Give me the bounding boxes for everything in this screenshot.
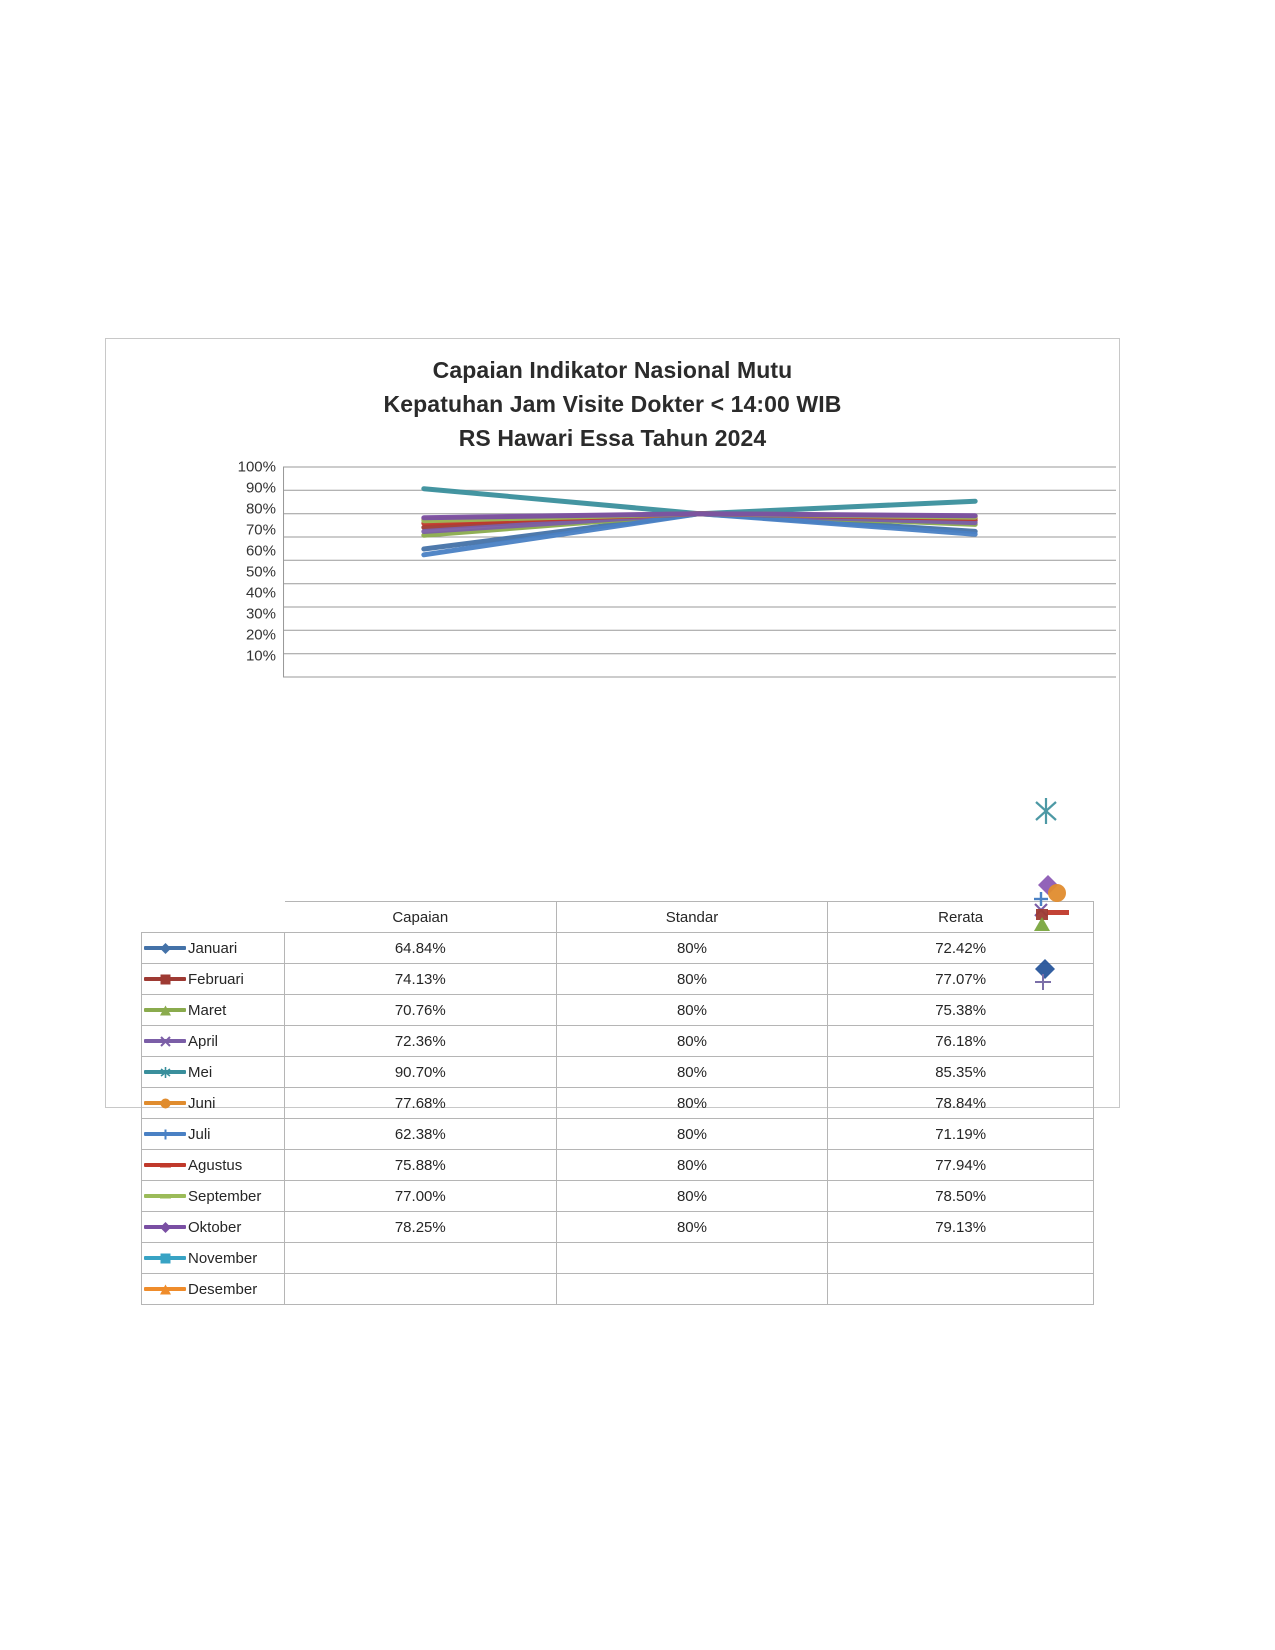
legend-entry-juli [142, 1119, 285, 1150]
header-capaian: Capaian [284, 902, 556, 933]
legend-entry-maret [142, 995, 285, 1026]
y-tick-50: 50% [245, 563, 276, 581]
table-row [142, 1057, 1094, 1088]
cell-standar: 80% [556, 1026, 828, 1057]
cell-capaian [284, 1243, 556, 1274]
cell-rerata: 79.13% [828, 1212, 1094, 1243]
cell-standar [556, 1243, 828, 1274]
cell-capaian: 75.88% [284, 1150, 556, 1181]
cell-rerata: 85.35% [828, 1057, 1094, 1088]
cell-rerata: 72.42% [828, 933, 1094, 964]
header-rerata: Rerata [828, 902, 1094, 933]
page-title [106, 339, 1119, 455]
cell-capaian: 90.70% [284, 1057, 556, 1088]
cell-standar: 80% [556, 1088, 828, 1119]
cell-standar: 80% [556, 1057, 828, 1088]
table-row [142, 1150, 1094, 1181]
y-axis [214, 458, 276, 681]
legend-marker-icon [142, 1218, 188, 1236]
cell-rerata: 78.84% [828, 1088, 1094, 1119]
y-tick-60: 60% [245, 542, 276, 560]
data-table [141, 901, 1094, 1305]
cell-rerata: 77.94% [828, 1150, 1094, 1181]
cell-rerata: 75.38% [828, 995, 1094, 1026]
legend-entry-juni [142, 1088, 285, 1119]
legend-marker-icon [142, 970, 188, 988]
cell-capaian: 72.36% [284, 1026, 556, 1057]
title-line-1: Capaian Indikator Nasional Mutu [432, 357, 793, 383]
cell-capaian: 62.38% [284, 1119, 556, 1150]
legend-label: Oktober [188, 1218, 242, 1236]
stray-marker-star [1026, 791, 1066, 831]
legend-marker-icon [142, 1125, 188, 1143]
legend-marker-icon [142, 1249, 188, 1267]
legend-label: Februari [188, 970, 244, 988]
legend-entry-november [142, 1243, 285, 1274]
legend-label: Agustus [188, 1156, 243, 1174]
header-legend [142, 902, 285, 933]
y-tick-10: 10% [245, 647, 276, 665]
cell-capaian: 77.68% [284, 1088, 556, 1119]
legend-entry-mei [142, 1057, 285, 1088]
cell-capaian: 64.84% [284, 933, 556, 964]
plot-area [106, 458, 1119, 681]
cell-standar [556, 1274, 828, 1305]
cell-capaian: 74.13% [284, 964, 556, 995]
chart-card [105, 338, 1120, 1298]
cell-standar: 80% [556, 1119, 828, 1150]
cell-capaian: 77.00% [284, 1181, 556, 1212]
title-line-2: Kepatuhan Jam Visite Dokter < 14:00 WIB [383, 391, 842, 418]
legend-entry-desember [142, 1274, 285, 1305]
legend-label: September [188, 1187, 262, 1205]
legend-marker-icon [142, 1280, 188, 1298]
legend-label: Mei [188, 1063, 213, 1081]
legend-marker-icon [142, 1032, 188, 1050]
legend-marker-icon [142, 1063, 188, 1081]
legend-marker-icon [142, 939, 188, 957]
table-row [142, 1026, 1094, 1057]
cell-rerata: 78.50% [828, 1181, 1094, 1212]
table-row [142, 933, 1094, 964]
legend-marker-icon [142, 1156, 188, 1174]
table-body [142, 933, 1094, 1305]
legend-entry-september [142, 1181, 285, 1212]
cell-standar: 80% [556, 1212, 828, 1243]
legend-label: Desember [188, 1280, 258, 1298]
line-chart-canvas [283, 463, 1116, 681]
table-row [142, 1212, 1094, 1243]
y-tick-40: 40% [245, 584, 276, 602]
table-row [142, 1088, 1094, 1119]
table-header-row [142, 902, 1094, 933]
y-tick-20: 20% [245, 626, 276, 644]
cell-standar: 80% [556, 1181, 828, 1212]
legend-marker-icon [142, 1094, 188, 1112]
cell-standar: 80% [556, 995, 828, 1026]
header-standar: Standar [556, 902, 828, 933]
table-row [142, 1243, 1094, 1274]
y-tick-30: 30% [245, 605, 276, 623]
legend-label: Maret [188, 1001, 227, 1019]
legend-marker-icon [142, 1187, 188, 1205]
table-row [142, 1181, 1094, 1212]
table-row [142, 1119, 1094, 1150]
cell-rerata: 71.19% [828, 1119, 1094, 1150]
legend-label: Juni [188, 1094, 216, 1112]
legend-label: November [188, 1249, 258, 1267]
cell-standar: 80% [556, 964, 828, 995]
legend-entry-april [142, 1026, 285, 1057]
legend-label: Januari [188, 939, 238, 957]
legend-label: April [188, 1032, 219, 1050]
cell-capaian: 78.25% [284, 1212, 556, 1243]
cell-rerata: 76.18% [828, 1026, 1094, 1057]
y-tick-70: 70% [245, 521, 276, 539]
cell-rerata [828, 1274, 1094, 1305]
legend-marker-icon [142, 1001, 188, 1019]
chart-svg [283, 463, 1116, 681]
legend-entry-oktober [142, 1212, 285, 1243]
y-tick-100: 100% [237, 458, 276, 476]
table-row [142, 1274, 1094, 1305]
title-line-3: RS Hawari Essa Tahun 2024 [458, 425, 767, 452]
cell-rerata [828, 1243, 1094, 1274]
cell-capaian: 70.76% [284, 995, 556, 1026]
y-tick-90: 90% [245, 479, 276, 497]
cell-capaian [284, 1274, 556, 1305]
table-row [142, 995, 1094, 1026]
cell-standar: 80% [556, 933, 828, 964]
table-row [142, 964, 1094, 995]
y-tick-80: 80% [245, 500, 276, 518]
cell-standar: 80% [556, 1150, 828, 1181]
legend-label: Juli [188, 1125, 211, 1143]
legend-entry-agustus [142, 1150, 285, 1181]
legend-entry-februari [142, 964, 285, 995]
legend-entry-januari [142, 933, 285, 964]
cell-rerata: 77.07% [828, 964, 1094, 995]
